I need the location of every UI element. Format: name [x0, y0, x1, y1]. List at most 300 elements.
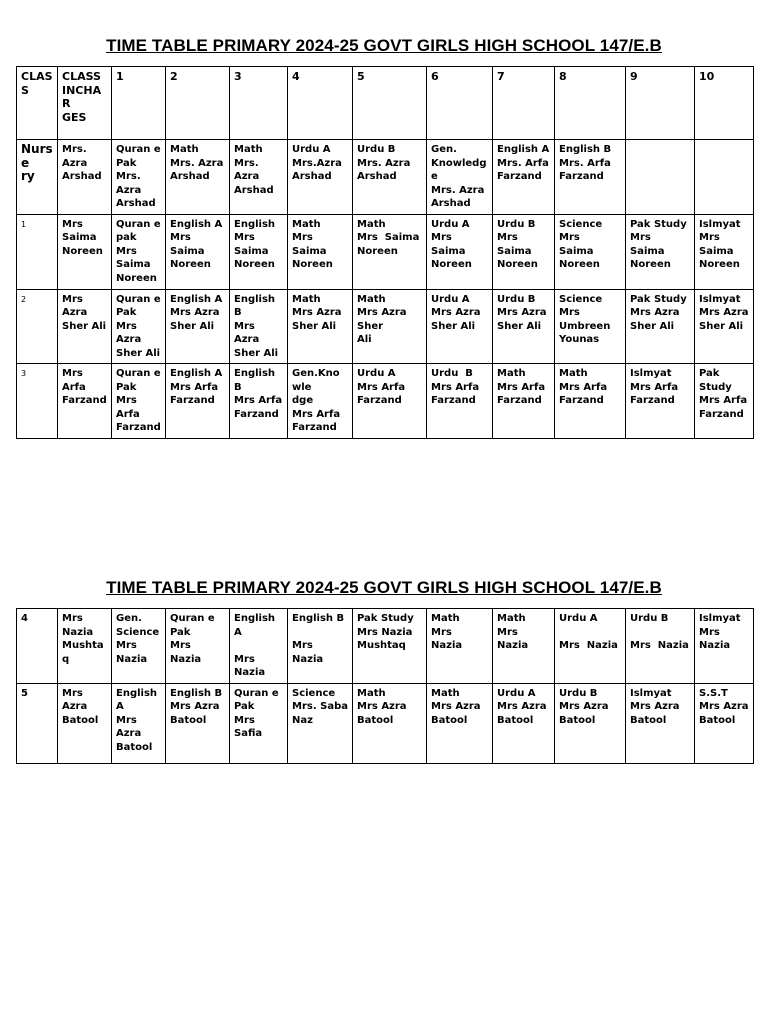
- cell-line: Mrs. Arfa: [497, 157, 549, 169]
- cell-line: Nazia: [62, 626, 94, 638]
- cell-line: [234, 639, 283, 653]
- cell-line: Nazia: [234, 667, 266, 678]
- cell-line: Younas: [559, 334, 600, 345]
- timetable-cell: [288, 214, 353, 289]
- timetable-cell: [112, 289, 166, 364]
- timetable-cell: [230, 609, 288, 684]
- cell-line: Mrs. Azra: [431, 184, 485, 196]
- cell-line: GES: [62, 110, 87, 124]
- cell-line: Urdu B: [431, 368, 473, 379]
- cell-line: Urdu B: [497, 218, 536, 230]
- cell-line: Mrs Nazia: [170, 640, 202, 665]
- cell-line: Sher Ali: [699, 320, 744, 332]
- timetable-cell: [112, 214, 166, 289]
- cell-line: Urdu A: [431, 218, 470, 230]
- timetable-cell: [626, 683, 695, 763]
- cell-line: Sher Ali: [234, 347, 279, 359]
- timetable-cell: [288, 683, 353, 763]
- cell-line: Mrs Azra: [234, 320, 260, 345]
- cell-line: Quran e: [116, 368, 161, 379]
- timetable-cell: [427, 609, 493, 684]
- cell-line: Saima: [497, 245, 532, 257]
- cell-line: Mrs. Azra: [357, 157, 411, 169]
- cell-line: 3: [234, 70, 242, 83]
- timetable-cell: [427, 140, 493, 215]
- cell-line: Mrs Arfa: [559, 381, 608, 393]
- timetable-cell: [353, 364, 427, 439]
- cell-line: Farzand: [699, 408, 744, 420]
- timetable-cell: [427, 364, 493, 439]
- cell-line: Mrs. Azra: [170, 157, 224, 169]
- cell-line: Islmyat: [699, 293, 741, 305]
- timetable-cell: [353, 289, 427, 364]
- cell-line: Math: [292, 218, 321, 230]
- cell-line: Farzand: [357, 395, 402, 406]
- timetable-cell: [353, 609, 427, 684]
- cell-line: Mrs Saima: [170, 232, 205, 257]
- timetable-cell: [17, 140, 58, 215]
- timetable-cell: [427, 214, 493, 289]
- cell-line: Pak Study: [630, 293, 687, 305]
- cell-line: Nazia: [116, 653, 148, 665]
- cell-line: English A: [497, 144, 550, 155]
- cell-line: Math: [497, 613, 526, 624]
- cell-line: Urdu A: [292, 144, 331, 155]
- cell-line: CLASS: [21, 70, 53, 97]
- cell-line: Mrs: [234, 232, 255, 243]
- timetable-cell: [58, 364, 112, 439]
- cell-line: Naz: [292, 714, 313, 726]
- cell-line: Batool: [357, 714, 394, 726]
- timetable-cell: [230, 67, 288, 140]
- cell-line: Math: [292, 293, 321, 305]
- cell-line: Saima: [62, 232, 97, 243]
- timetable-cell: [695, 364, 754, 439]
- timetable-cell: [555, 609, 626, 684]
- cell-line: Mrs Azra: [431, 307, 481, 318]
- cell-line: Science: [292, 687, 336, 699]
- cell-line: Farzand: [497, 171, 542, 182]
- cell-line: Batool: [497, 714, 534, 726]
- cell-line: 7: [497, 70, 505, 83]
- timetable-cell: [493, 289, 555, 364]
- timetable-cell: [493, 683, 555, 763]
- cell-line: Mrs. Saba: [292, 701, 348, 712]
- timetable-cell: [555, 214, 626, 289]
- table-row: [17, 609, 754, 684]
- cell-line: Mrs Safia: [234, 714, 263, 739]
- cell-line: Gen.: [116, 613, 142, 624]
- timetable-cell: [493, 67, 555, 140]
- cell-line: Mrs Saima: [292, 232, 327, 257]
- cell-line: English B: [234, 293, 283, 318]
- cell-line: Batool: [431, 714, 468, 726]
- timetable-cell: [626, 214, 695, 289]
- cell-line: dge: [292, 395, 314, 406]
- cell-line: 2: [21, 294, 27, 304]
- cell-line: Farzand: [62, 395, 107, 406]
- table-header-row: [17, 67, 754, 140]
- cell-line: Arshad: [292, 171, 332, 182]
- cell-line: English B: [170, 687, 223, 699]
- cell-line: English A: [170, 218, 223, 230]
- timetable-cell: [112, 140, 166, 215]
- cell-line: [630, 626, 690, 640]
- cell-line: Math: [357, 218, 386, 230]
- timetable-cell: [626, 364, 695, 439]
- cell-line: Saima: [699, 245, 734, 257]
- timetable-cell: [555, 289, 626, 364]
- cell-line: Mrs Saima: [630, 232, 665, 257]
- cell-line: English B: [559, 144, 612, 155]
- cell-line: Arshad: [431, 198, 471, 209]
- cell-line: Mrs: [699, 626, 720, 638]
- cell-line: Math: [170, 144, 199, 155]
- cell-line: Islmyat: [630, 368, 672, 379]
- cell-line: 6: [431, 70, 439, 83]
- cell-line: 5: [21, 687, 28, 699]
- cell-line: Mrs Azra: [431, 701, 481, 712]
- timetable-cell: [166, 67, 230, 140]
- cell-line: Mrs Azra: [292, 307, 342, 318]
- timetable-cell: [353, 214, 427, 289]
- cell-line: INCHAR: [62, 83, 102, 110]
- timetable-cell: [626, 289, 695, 364]
- timetable-cell: [288, 289, 353, 364]
- table-row: [17, 214, 754, 289]
- cell-line: 10: [699, 70, 715, 83]
- cell-line: Sher Ali: [170, 320, 215, 332]
- timetable-cell: [493, 214, 555, 289]
- timetable-cell: [17, 364, 58, 439]
- timetable-cell: [17, 67, 58, 140]
- cell-line: Mrs Azra: [497, 307, 547, 318]
- cell-line: Mrs Azra Sher: [357, 307, 411, 332]
- timetable-title-2: TIME TABLE PRIMARY 2024-25 GOVT GIRLS HIGH SCHOOL 147/E.B: [106, 578, 662, 597]
- timetable-table-1: [16, 66, 754, 439]
- cell-line: Arshad: [234, 184, 274, 196]
- cell-line: Mrs. Arfa: [559, 157, 611, 169]
- cell-line: Mrs: [62, 613, 83, 624]
- cell-line: Mrs: [699, 232, 720, 243]
- cell-line: Arshad: [357, 171, 397, 182]
- cell-line: 5: [357, 70, 365, 83]
- cell-line: English B: [292, 613, 345, 624]
- timetable-cell: [695, 67, 754, 140]
- cell-line: Mrs.Azra: [292, 157, 342, 169]
- timetable-cell: [555, 67, 626, 140]
- cell-line: Mrs Nazia: [559, 640, 618, 651]
- cell-line: Mrs Arfa: [234, 395, 283, 406]
- cell-line: Arshad: [62, 171, 102, 182]
- table-row: [17, 364, 754, 439]
- timetable-cell: [166, 683, 230, 763]
- cell-line: Noreen: [559, 259, 600, 270]
- cell-line: Mrs Arfa: [699, 395, 748, 406]
- cell-line: Pak: [170, 626, 191, 638]
- cell-line: Ali: [357, 334, 372, 345]
- cell-line: Quran e: [234, 687, 279, 699]
- cell-line: Mrs. Azra: [62, 144, 91, 169]
- timetable-cell: [626, 67, 695, 140]
- cell-line: Pak: [116, 381, 137, 393]
- cell-line: Noreen: [170, 259, 211, 270]
- timetable-table-2: [16, 608, 754, 764]
- cell-line: Arshad: [116, 198, 156, 209]
- timetable-cell: [353, 140, 427, 215]
- cell-line: Mrs: [234, 653, 255, 665]
- cell-line: 3: [21, 369, 27, 378]
- cell-line: Umbreen: [559, 320, 611, 332]
- cell-line: Mrs Azra: [170, 307, 220, 318]
- cell-line: Math: [559, 368, 588, 379]
- cell-line: Knowledge: [431, 157, 487, 182]
- cell-line: Urdu B: [630, 613, 669, 624]
- cell-line: Mrs Azra: [497, 701, 547, 712]
- cell-line: 2: [170, 70, 178, 83]
- timetable-cell: [166, 364, 230, 439]
- cell-line: Math: [497, 368, 526, 379]
- cell-line: Gen.: [431, 144, 457, 155]
- cell-line: Islmyat: [699, 218, 741, 230]
- cell-line: Mrs Saima: [431, 232, 466, 257]
- cell-line: Noreen: [699, 259, 740, 270]
- cell-line: Quran e: [116, 144, 161, 155]
- cell-line: Batool: [62, 714, 99, 726]
- timetable-cell: [288, 609, 353, 684]
- timetable-cell: [695, 609, 754, 684]
- cell-line: Mrs Arfa: [497, 381, 546, 393]
- cell-line: Mrs Azra: [357, 701, 407, 712]
- cell-line: Pak: [234, 701, 255, 712]
- cell-line: Noreen: [234, 259, 275, 270]
- cell-line: Farzand: [116, 422, 161, 433]
- cell-line: Farzand: [292, 422, 337, 433]
- table-row: [17, 683, 754, 763]
- cell-line: Sher Ali: [497, 320, 542, 332]
- cell-line: Noreen: [292, 259, 333, 270]
- timetable-cell: [58, 67, 112, 140]
- cell-line: Noreen: [116, 272, 157, 284]
- cell-line: Pak Study: [357, 613, 414, 624]
- cell-line: Mrs: [497, 232, 518, 243]
- timetable-cell: [353, 683, 427, 763]
- cell-line: Math: [234, 144, 263, 155]
- cell-line: Batool: [116, 741, 153, 753]
- cell-line: Noreen: [431, 259, 472, 270]
- cell-line: Quran e: [116, 293, 161, 305]
- timetable-cell: [17, 289, 58, 364]
- timetable-cell: [493, 140, 555, 215]
- cell-line: Islmyat: [630, 687, 672, 699]
- timetable-cell: [427, 683, 493, 763]
- cell-line: Quran e: [116, 218, 161, 230]
- cell-line: Pak: [116, 307, 137, 318]
- cell-line: Mrs Azra: [559, 701, 609, 712]
- timetable-cell: [58, 609, 112, 684]
- cell-line: 9: [630, 70, 638, 83]
- cell-line: Urdu B: [497, 293, 536, 305]
- cell-line: English A: [170, 368, 223, 379]
- cell-line: Mrs Azra: [630, 701, 680, 712]
- timetable-cell: [555, 140, 626, 215]
- timetable-cell: [695, 683, 754, 763]
- cell-line: Urdu A: [357, 368, 396, 379]
- cell-line: Pak: [116, 157, 137, 169]
- cell-line: Science: [559, 218, 603, 230]
- cell-line: Arshad: [170, 171, 210, 182]
- cell-line: Science: [116, 626, 160, 638]
- timetable-cell: [493, 364, 555, 439]
- cell-line: Farzand: [497, 395, 542, 406]
- cell-line: Mrs Arfa: [116, 395, 141, 420]
- timetable-cell: [695, 289, 754, 364]
- cell-line: Noreen: [357, 245, 398, 257]
- cell-line: Urdu A: [559, 613, 598, 624]
- cell-line: Mrs Azra: [62, 293, 88, 318]
- timetable-cell: [288, 364, 353, 439]
- cell-line: Math: [431, 687, 460, 699]
- cell-line: Mrs Azra: [699, 701, 749, 712]
- cell-line: Noreen: [62, 245, 103, 257]
- cell-line: Mrs Azra: [116, 714, 142, 739]
- cell-line: Pak Study: [699, 368, 732, 393]
- timetable-cell: [626, 609, 695, 684]
- timetable-cell: [230, 364, 288, 439]
- cell-line: Mushtaq: [357, 640, 406, 651]
- cell-line: Farzand: [559, 395, 604, 406]
- cell-line: Nazia: [699, 640, 731, 651]
- cell-line: 1: [116, 70, 124, 83]
- timetable-cell: [166, 609, 230, 684]
- cell-line: English A: [170, 293, 223, 305]
- cell-line: Islmyat: [699, 613, 741, 624]
- table-row: [17, 140, 754, 215]
- cell-line: Mrs Nazia: [357, 626, 413, 638]
- timetable-cell: [493, 609, 555, 684]
- cell-line: Noreen: [497, 259, 538, 270]
- cell-line: 4: [21, 613, 28, 624]
- timetable-cell: [230, 140, 288, 215]
- cell-line: Farzand: [431, 395, 476, 406]
- timetable-cell: [112, 683, 166, 763]
- cell-line: Urdu A: [497, 687, 536, 699]
- cell-line: Nurse: [21, 142, 53, 170]
- cell-line: Mrs Azra: [630, 307, 680, 318]
- cell-line: Sher Ali: [630, 320, 675, 332]
- timetable-cell: [112, 364, 166, 439]
- timetable-cell: [555, 364, 626, 439]
- cell-line: English: [234, 218, 276, 230]
- cell-line: Farzand: [559, 171, 604, 182]
- cell-line: Mrs Azra: [170, 701, 220, 712]
- timetable-cell: [58, 140, 112, 215]
- cell-line: Quran e: [170, 613, 215, 624]
- cell-line: Science: [559, 293, 603, 305]
- cell-line: [559, 626, 621, 640]
- timetable-cell: [58, 289, 112, 364]
- timetable-cell: [166, 140, 230, 215]
- cell-line: Batool: [170, 714, 207, 726]
- cell-line: Sher Ali: [292, 320, 337, 332]
- cell-line: Mushtaq: [62, 640, 104, 665]
- timetable-cell: [230, 683, 288, 763]
- timetable-cell: [58, 683, 112, 763]
- cell-line: Saima: [234, 245, 269, 257]
- cell-line: pak: [116, 232, 137, 243]
- timetable-cell: [427, 67, 493, 140]
- timetable-cell: [555, 683, 626, 763]
- timetable-cell: [230, 289, 288, 364]
- cell-line: Mrs: [116, 640, 137, 651]
- cell-line: 1: [21, 219, 27, 229]
- cell-line: Batool: [630, 714, 667, 726]
- cell-line: Mrs Nazia: [497, 626, 529, 651]
- cell-line: Mrs Saima: [357, 232, 420, 243]
- table-row: [17, 289, 754, 364]
- cell-line: Mrs Azra: [62, 687, 88, 712]
- cell-line: Math: [357, 687, 386, 699]
- cell-line: English A: [234, 613, 279, 638]
- cell-line: English B: [234, 368, 283, 393]
- cell-line: Mrs Arfa: [630, 381, 679, 393]
- timetable-cell: [17, 683, 58, 763]
- cell-line: [292, 626, 348, 640]
- cell-line: Farzand: [234, 408, 279, 420]
- cell-line: Mrs: [559, 307, 580, 318]
- timetable-cell: [695, 140, 754, 215]
- cell-line: Azra: [116, 184, 142, 196]
- timetable-cell: [288, 140, 353, 215]
- timetable-cell: [166, 289, 230, 364]
- cell-line: Farzand: [630, 395, 675, 406]
- cell-line: 4: [292, 70, 300, 83]
- cell-line: Mrs Azra: [116, 320, 142, 345]
- cell-line: Mrs: [62, 218, 83, 230]
- cell-line: Mrs Nazia: [630, 640, 689, 651]
- cell-line: Mrs: [116, 245, 137, 257]
- timetable-cell: [288, 67, 353, 140]
- cell-line: [630, 143, 690, 157]
- cell-line: Urdu B: [357, 144, 396, 155]
- timetable-cell: [695, 214, 754, 289]
- timetable-cell: [353, 67, 427, 140]
- timetable-cell: [17, 214, 58, 289]
- cell-line: Gen.Knowle: [292, 368, 340, 393]
- timetable-cell: [427, 289, 493, 364]
- cell-line: CLASS: [62, 70, 101, 83]
- cell-line: Mrs Arfa: [62, 368, 87, 393]
- cell-line: Mrs Arfa: [431, 381, 480, 393]
- cell-line: [699, 143, 749, 157]
- timetable-cell: [112, 67, 166, 140]
- cell-line: Mrs Nazia: [431, 626, 463, 651]
- cell-line: Pak Study: [630, 218, 687, 230]
- timetable-title-1: TIME TABLE PRIMARY 2024-25 GOVT GIRLS HIGH SCHOOL 147/E.B: [106, 36, 662, 55]
- cell-line: Noreen: [630, 259, 671, 270]
- cell-line: Mrs.: [116, 171, 141, 182]
- cell-line: Urdu B: [559, 687, 598, 699]
- cell-line: Math: [357, 293, 386, 305]
- timetable-cell: [17, 609, 58, 684]
- cell-line: Sher Ali: [116, 347, 161, 359]
- cell-line: Batool: [559, 714, 596, 726]
- cell-line: Mrs Arfa: [357, 381, 406, 393]
- timetable-cell: [58, 214, 112, 289]
- cell-line: Mrs Saima: [559, 232, 594, 257]
- cell-line: Batool: [699, 714, 736, 726]
- cell-line: ry: [21, 169, 35, 183]
